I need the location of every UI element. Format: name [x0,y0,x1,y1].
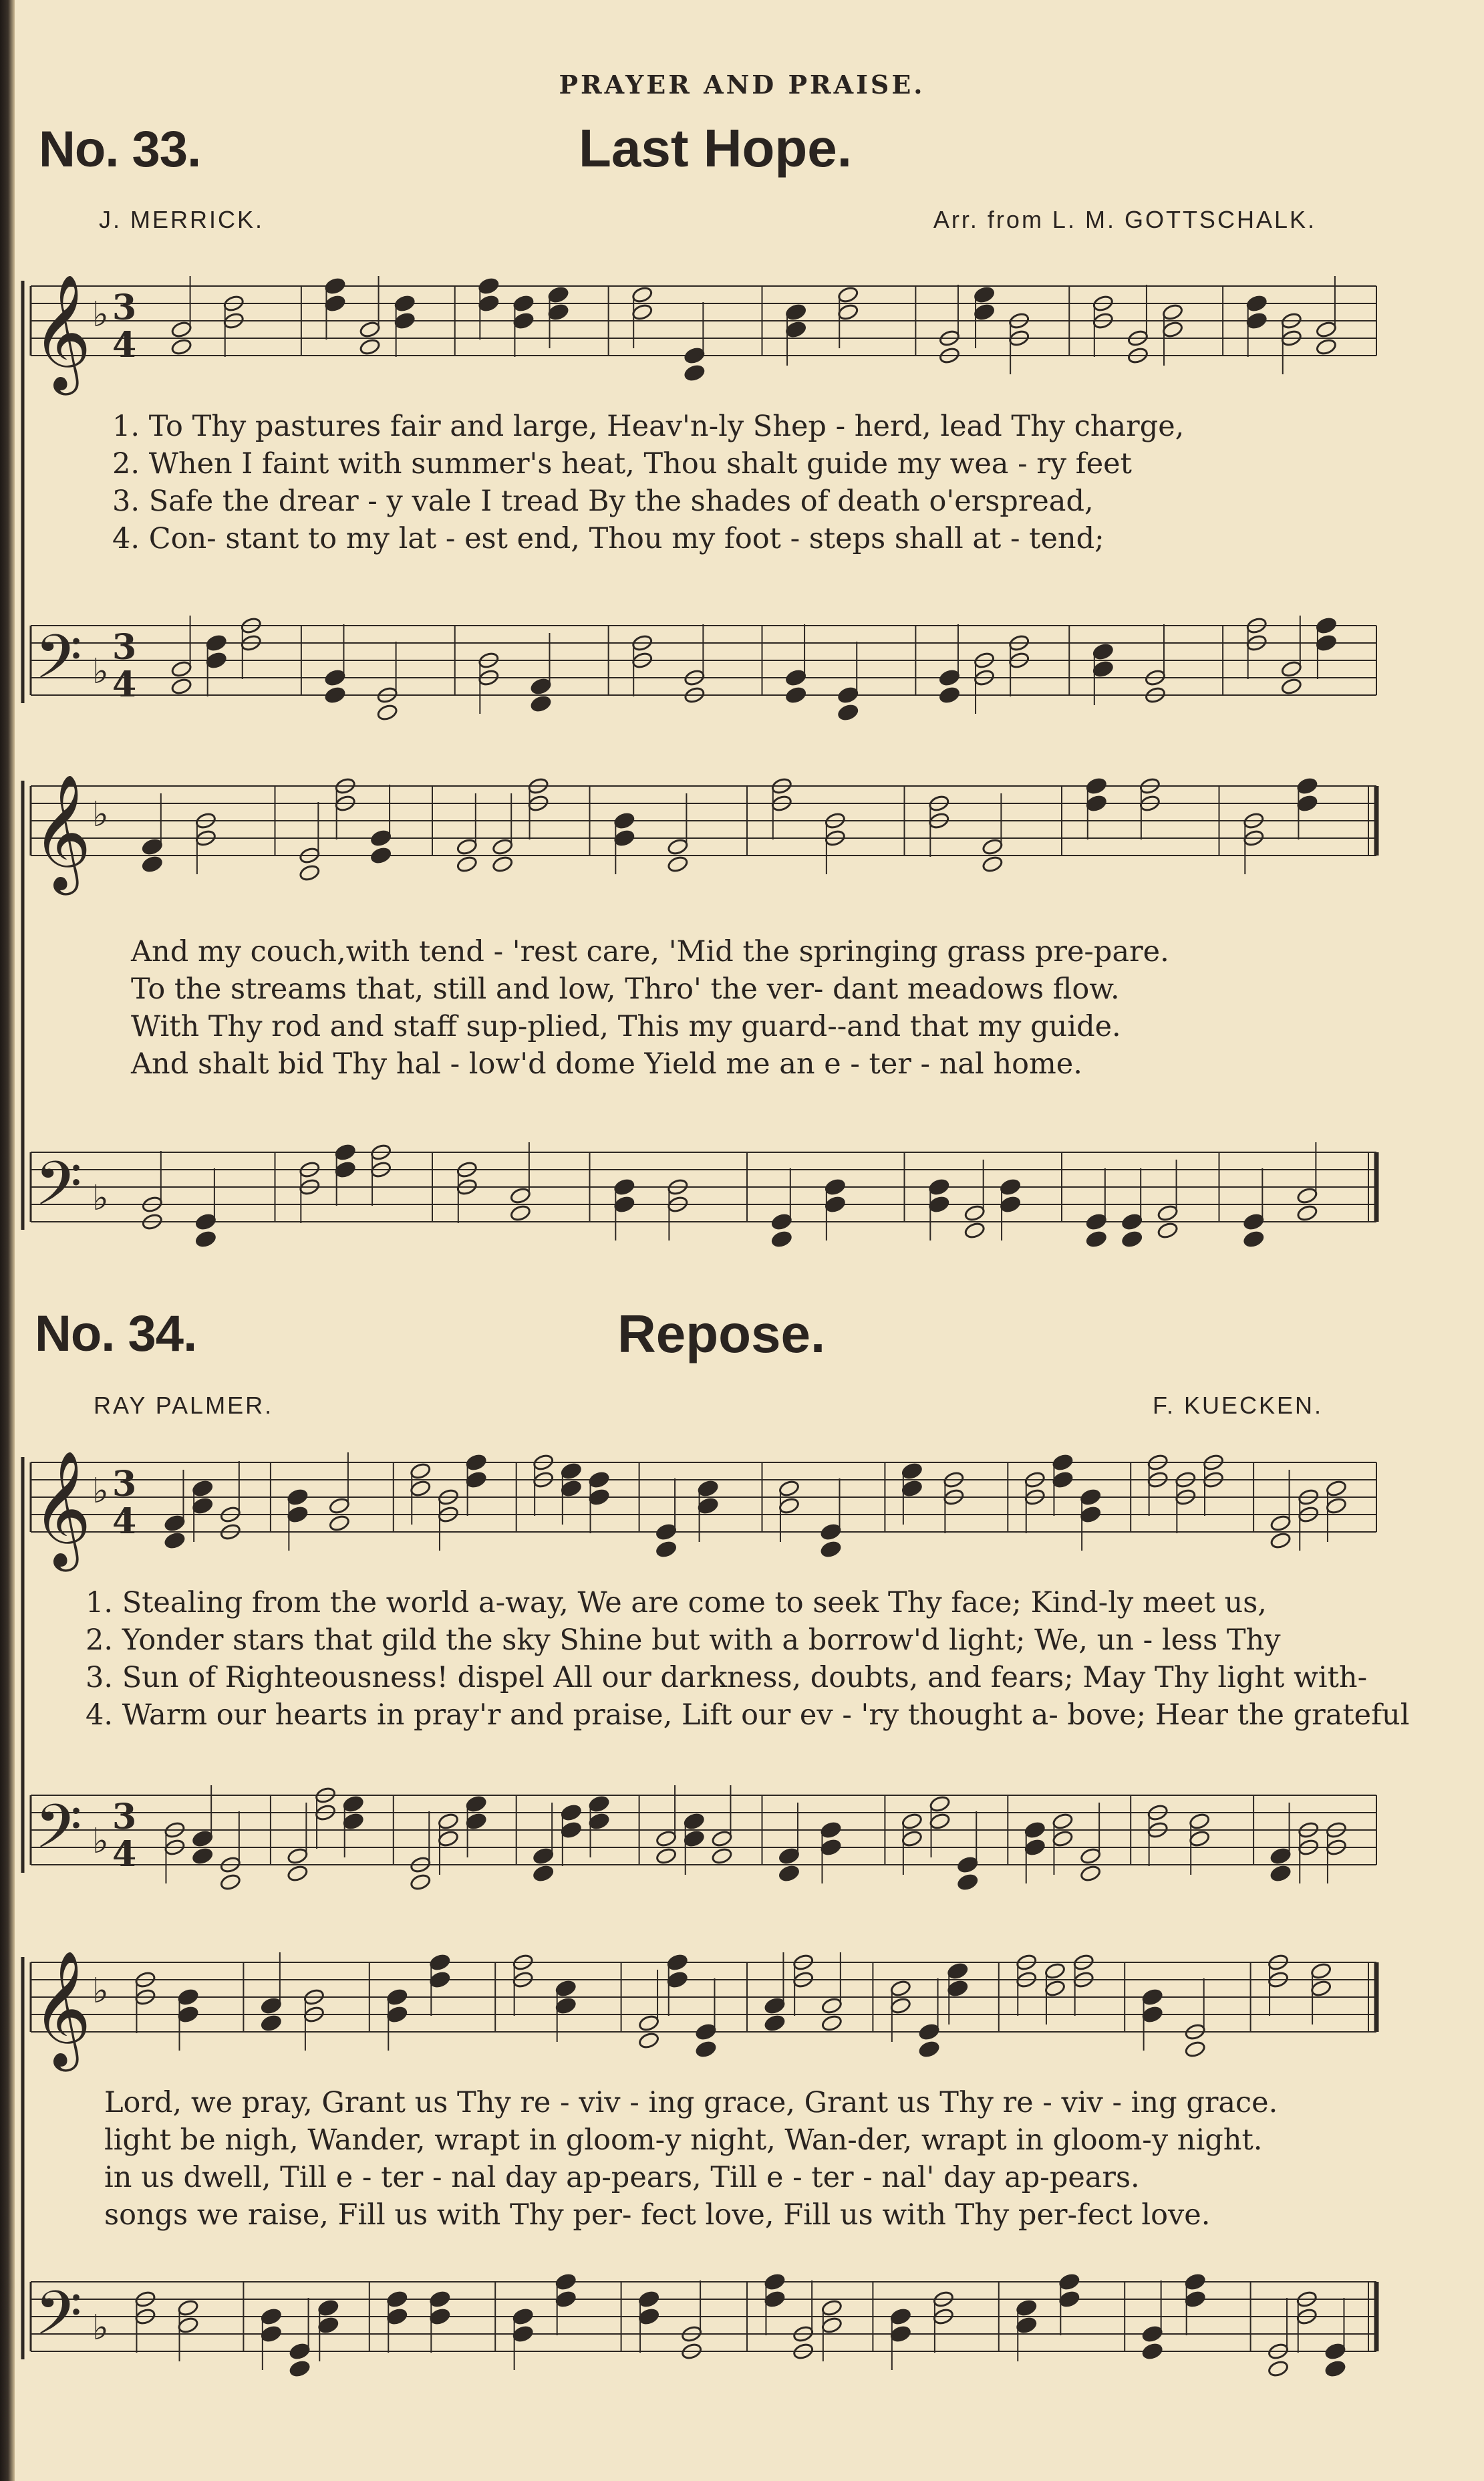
note-head [324,294,346,312]
note-head [1141,2342,1163,2360]
note-head [547,303,569,321]
note-head [638,2307,660,2325]
note-head [512,311,535,330]
note-head [1184,2290,1206,2308]
note-head [963,1221,986,1239]
note-head [666,1970,688,1988]
note-head [901,1829,923,1847]
note-head [1016,2316,1038,2334]
time-signature: 4 [112,1501,137,1542]
note-head [289,2359,311,2377]
note-head [837,303,859,321]
note-head [974,303,996,321]
note-head [1270,1864,1292,1882]
note-head [370,846,392,864]
note-head [386,1988,408,2006]
note-head [492,855,514,873]
note-head [429,2307,451,2325]
note-head [1141,2325,1163,2343]
note-head [324,668,346,686]
note-head [764,1996,786,2014]
bass-clef: 𝄢 [35,2278,82,2363]
note-head [963,1204,986,1222]
flat-sign: ♭ [92,1971,109,2011]
note-head [1080,1847,1102,1865]
time-signature: 3 [112,287,137,328]
note-head [778,1496,800,1515]
note-head [465,1795,487,1813]
note-head [837,285,859,303]
composer-credit: Arr. from L. M. GOTTSCHALK. [933,206,1316,233]
hymn-number: No. 34. [35,1305,197,1362]
note-head [359,338,381,356]
lyricist-credit: J. MERRICK. [99,206,265,233]
note-head [1268,2359,1290,2377]
note-head [329,1496,351,1515]
note-head [638,2031,660,2049]
note-head [1310,1962,1332,1980]
note-head [410,1479,432,1497]
composer-credit: F. KUECKEN. [1152,1392,1323,1419]
note-head [533,1847,555,1865]
verse-line: 2. When I faint with summer's heat, Thou shalt guide my wea - ry feet [112,447,1132,481]
note-head [1189,1812,1211,1830]
note-head [376,703,398,721]
note-head [512,294,535,312]
note-head [164,1531,186,1549]
note-head [695,2040,717,2058]
note-head [820,1540,842,1558]
note-head [438,1812,460,1830]
hymn-title: Repose. [617,1304,826,1363]
note-head [655,1829,678,1847]
note-head [1080,1505,1102,1523]
note-head [456,855,478,873]
note-head [324,686,346,704]
note-head [1000,1195,1022,1213]
note-head [1189,1829,1211,1847]
note-head [1157,1221,1179,1239]
note-head [260,2307,282,2325]
note-head [205,634,227,652]
note-head [205,651,227,669]
note-head [1243,1212,1265,1230]
note-head [825,1195,847,1213]
note-head [1280,660,1302,678]
hymn-number: No. 33. [39,121,201,178]
note-head [560,1479,582,1497]
note-head [764,2272,786,2291]
note-head [438,1829,460,1847]
note-head [289,2342,311,2360]
note-head [711,1829,733,1847]
flat-sign: ♭ [92,795,109,835]
bass-clef: 𝄢 [35,1148,82,1234]
note-head [785,668,807,686]
note-head [555,1996,577,2014]
note-head [1157,1204,1179,1222]
note-head [1141,2005,1163,2023]
note-head [1296,794,1318,812]
flat-sign: ♭ [92,2308,109,2348]
note-head [394,311,416,330]
note-head [195,1230,217,1248]
note-head [192,1496,214,1515]
note-head [329,1514,351,1532]
note-head [287,1847,309,1865]
flat-sign: ♭ [92,1178,109,1218]
note-head [317,2316,339,2334]
note-head [530,677,552,695]
note-head [478,277,500,295]
note-head [170,660,192,678]
note-head [1085,1212,1107,1230]
note-head [655,1523,678,1541]
note-head [1080,1488,1102,1506]
note-head [588,1470,610,1488]
note-head [947,1979,969,1997]
note-head [287,1488,309,1506]
note-head [429,2290,451,2308]
time-signature: 3 [112,1464,137,1505]
note-head [386,2307,408,2325]
note-head [334,1143,356,1161]
note-head [939,686,961,704]
note-head [510,1204,532,1222]
note-head [695,2022,717,2041]
note-head [613,1195,635,1213]
note-head [512,2325,534,2343]
verse-line: And my couch,with tend - 'rest care, 'Mid the springing grass pre-pare. [131,935,1169,968]
note-head [667,855,689,873]
flat-sign: ♭ [92,1471,109,1511]
verse-line: With Thy rod and staff sup-plied, This my guard--and that my guide. [131,1010,1121,1043]
note-head [821,1996,843,2014]
note-head [1121,1230,1143,1248]
note-head [982,837,1004,856]
note-head [684,364,706,382]
verse-line: Lord, we pray, Grant us Thy re - viv - ing grace, Grant us Thy re - viv - ing grace. [104,2086,1278,2119]
note-head [410,1873,432,1891]
note-head [177,1988,199,2006]
note-head [947,1962,969,1980]
note-head [1316,634,1338,652]
note-head [478,294,500,312]
note-head [260,2325,282,2343]
note-head [1058,2272,1080,2291]
note-head [889,2307,911,2325]
note-head [1085,794,1107,812]
note-head [1270,1847,1292,1865]
note-head [901,1812,923,1830]
note-head [359,320,381,338]
note-head [192,1479,214,1497]
treble-clef: 𝄞 [32,774,92,890]
note-head [260,1996,282,2014]
note-head [512,2307,534,2325]
note-head [613,829,635,847]
time-signature: 4 [112,325,137,366]
treble-clef: 𝄞 [32,1950,92,2067]
note-head [929,1795,951,1813]
bass-clef: 𝄢 [35,622,82,707]
treble-clef: 𝄞 [32,1450,92,1567]
note-head [1162,320,1184,338]
verse-line: in us dwell, Till e - ter - nal day ap-pears, Till e - ter - nal' day ap-pears. [104,2161,1140,2194]
note-head [555,2290,577,2308]
note-head [764,2290,786,2308]
note-head [465,1812,487,1830]
note-head [655,1847,678,1865]
note-head [324,277,346,295]
note-head [711,1847,733,1865]
treble-clef: 𝄞 [32,274,92,390]
note-head [1141,1988,1163,2006]
note-head [465,1453,487,1471]
note-head [901,1479,923,1497]
note-head [533,1864,555,1882]
note-head [555,2272,577,2291]
note-head [219,1873,241,1891]
note-head [547,285,569,303]
note-head [1085,1230,1107,1248]
note-head [164,1514,186,1532]
note-head [901,1462,923,1480]
note-head [1092,660,1114,678]
note-head [655,1540,678,1558]
note-head [1162,303,1184,321]
note-head [342,1795,364,1813]
note-head [957,1855,979,1873]
note-head [1296,1204,1318,1222]
note-head [821,2014,843,2032]
verse-line: 3. Sun of Righteousness! dispel All our darkness, doubts, and fears; May Thy light with- [86,1661,1368,1694]
note-head [1121,1212,1143,1230]
note-head [1000,1178,1022,1196]
time-signature: 3 [112,627,137,668]
note-head [170,677,192,695]
hymn-title: Last Hope. [579,118,852,178]
verse-line: 3. Safe the drear - y vale I tread By the shades of death o'erspread, [112,485,1094,518]
note-head [667,837,689,856]
note-head [1016,2299,1038,2317]
flat-sign: ♭ [92,652,109,692]
note-head [1270,1514,1292,1532]
note-head [778,1847,800,1865]
note-head [1052,1470,1074,1488]
note-head [638,2014,660,2032]
verse-line: songs we raise, Fill us with Thy per- fect love, Fill us with Thy per-fect love. [104,2198,1211,2232]
note-head [889,2325,911,2343]
note-head [929,1812,951,1830]
note-head [195,1212,217,1230]
note-head [429,1953,451,1971]
verse-line: 4. Con- stant to my lat - est end, Thou my foot - steps shall at - tend; [112,522,1104,555]
time-signature: 4 [112,664,137,705]
note-head [631,303,653,321]
note-head [889,1996,911,2014]
note-head [1184,2272,1206,2291]
note-head [837,686,859,704]
verse-line: 1. Stealing from the world a-way, We are come to seek Thy face; Kind-ly meet us, [86,1586,1267,1619]
note-head [770,1230,792,1248]
note-head [683,1812,705,1830]
verse-line: And shalt bid Thy hal - low'd dome Yield me an e - ter - nal home. [131,1047,1082,1081]
note-head [928,1195,950,1213]
note-head [785,320,807,338]
note-head [1085,777,1107,795]
note-head [820,1523,842,1541]
note-head [1245,294,1268,312]
note-head [764,2014,786,2032]
note-head [492,837,514,856]
note-head [1316,320,1338,338]
note-head [613,811,635,829]
note-head [666,1953,688,1971]
note-head [1326,1479,1348,1497]
note-head [1044,1962,1066,1980]
note-head [889,1979,911,1997]
note-head [394,294,416,312]
flat-sign: ♭ [92,295,109,335]
note-head [1296,777,1318,795]
note-head [613,1178,635,1196]
verse-line: To the streams that, still and low, Thro' the ver- dant meadows flow. [131,972,1120,1006]
note-head [631,285,653,303]
note-head [1243,1230,1265,1248]
note-head [1310,1979,1332,1997]
note-head [177,2316,199,2334]
note-head [287,1505,309,1523]
note-head [1280,677,1302,695]
note-head [370,829,392,847]
note-head [1324,2359,1346,2377]
note-head [192,1829,214,1847]
running-header: PRAYER AND PRAISE. [559,70,925,100]
note-head [560,1462,582,1480]
note-head [697,1479,719,1497]
note-head [982,855,1004,873]
note-head [697,1496,719,1515]
note-head [785,686,807,704]
note-head [1296,1186,1318,1204]
time-signature: 4 [112,1834,137,1875]
note-head [588,1795,610,1813]
note-head [1024,1838,1046,1856]
note-head [260,2014,282,2032]
note-head [918,2022,940,2041]
note-head [1316,616,1338,634]
note-head [465,1470,487,1488]
note-head [1058,2290,1080,2308]
note-head [785,303,807,321]
bass-clef: 𝄢 [35,1791,82,1877]
lyricist-credit: RAY PALMER. [94,1392,274,1419]
note-head [778,1479,800,1497]
note-head [638,2290,660,2308]
note-head [530,694,552,712]
verse-line: 2. Yonder stars that gild the sky Shine but with a borrow'd light; We, un - less Thy [86,1623,1281,1657]
note-head [821,2299,843,2317]
note-head [177,2299,199,2317]
note-head [821,2316,843,2334]
note-head [287,1864,309,1882]
note-head [555,1979,577,1997]
note-head [1324,2342,1346,2360]
note-head [299,864,321,882]
note-head [456,837,478,856]
note-head [560,1821,582,1839]
note-head [918,2040,940,2058]
note-head [141,855,163,873]
note-head [778,1864,800,1882]
note-head [928,1178,950,1196]
note-head [820,1838,842,1856]
note-head [820,1821,842,1839]
time-signature: 3 [112,1797,137,1837]
note-head [825,1178,847,1196]
note-head [192,1847,214,1865]
note-head [1052,1829,1074,1847]
verse-line: 1. To Thy pastures fair and large, Heav'n-ly Shep - herd, lead Thy charge, [112,410,1185,443]
note-head [510,1186,532,1204]
note-head [974,285,996,303]
note-head [560,1803,582,1821]
note-head [1044,1979,1066,1997]
note-head [177,2005,199,2023]
note-head [939,668,961,686]
note-head [1184,2040,1206,2058]
note-head [1052,1453,1074,1471]
note-head [141,837,163,856]
note-head [317,2299,339,2317]
note-head [1316,338,1338,356]
note-head [957,1873,979,1891]
note-head [588,1488,610,1506]
note-head [1245,311,1268,330]
note-head [683,1829,705,1847]
verse-line: light be nigh, Wander, wrapt in gloom-y night, Wan-der, wrapt in gloom-y night. [104,2123,1263,2157]
note-head [170,320,192,338]
note-head [386,2290,408,2308]
note-head [770,1212,792,1230]
note-head [1052,1812,1074,1830]
verse-line: 4. Warm our hearts in pray'r and praise, Lift our ev - 'ry thought a- bove; Hear the grateful [86,1698,1410,1732]
note-head [837,703,859,721]
note-head [170,338,192,356]
note-head [1080,1864,1102,1882]
note-head [1024,1821,1046,1839]
note-head [588,1812,610,1830]
flat-sign: ♭ [92,1821,109,1861]
note-head [1326,1496,1348,1515]
note-head [429,1970,451,1988]
note-head [410,1462,432,1480]
note-head [342,1812,364,1830]
note-head [1092,642,1114,660]
note-head [386,2005,408,2023]
note-head [1270,1531,1292,1549]
note-head [334,1160,356,1178]
note-head [684,346,706,364]
